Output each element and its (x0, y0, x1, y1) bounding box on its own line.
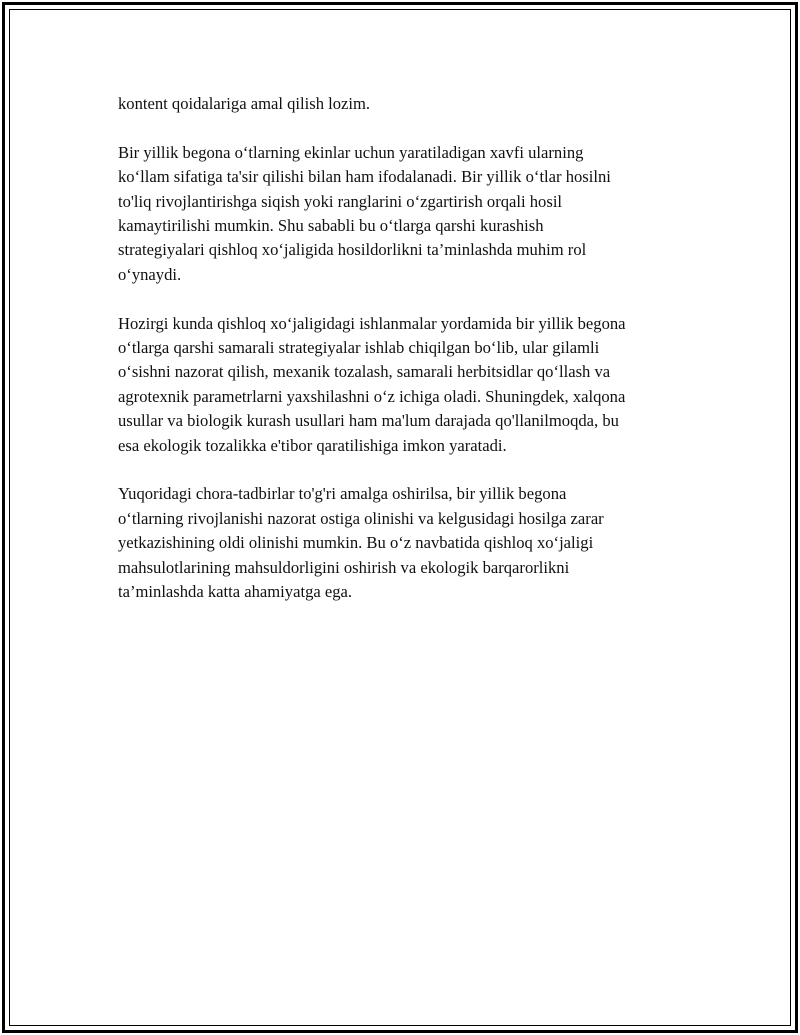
text-line: agrotexnik parametrlarni yaxshilashni o‘z ichiga oladi. Shuningdek, xalqona (118, 386, 626, 406)
text-line: o‘tlarga qarshi samarali strategiyalar ishlab chiqilgan bo‘lib, ular gilamli (118, 338, 600, 358)
text-line: Hozirgi kunda qishloq xo‘jaligidagi ishlanmalar yordamida bir yillik begona (118, 313, 626, 333)
text-line: Bir yillik begona o‘tlarning ekinlar uchun yaratiladigan xavfi ularning (118, 142, 584, 162)
text-line: kontent qoidalariga amal qilish lozim. (118, 94, 371, 113)
document-body (118, 92, 698, 629)
text-line: Yuqoridagi chora-tadbirlar to'g'ri amalga oshirilsa, bir yillik begona (118, 484, 567, 504)
paragraph-2 (118, 141, 698, 287)
text-line: o‘ynaydi. (118, 264, 182, 284)
text-line: ta’minlashda katta ahamiyatga ega. (118, 582, 353, 602)
text-line: mahsulotlarining mahsuldorligini oshirish va ekologik barqarorlikni (118, 557, 570, 577)
text-line: strategiyalari qishloq xo‘jaligida hosildorlikni ta’minlashda muhim rol (118, 240, 587, 260)
text-line: kamaytirilishi mumkin. Shu sababli bu o‘tlarga qarshi kurashish (118, 216, 544, 236)
text-line: o‘sishni nazorat qilish, mexanik tozalash, samarali herbitsidlar qo‘llash va (118, 362, 611, 382)
text-line: esa ekologik tozalikka e'tibor qaratilishiga imkon yaratadi. (118, 435, 507, 455)
paragraph-4 (118, 482, 698, 604)
paragraph-1 (118, 92, 698, 116)
text-line: o‘tlarning rivojlanishi nazorat ostiga olinishi va kelgusidagi hosilga zarar (118, 508, 604, 528)
text-line: ko‘llam sifatiga ta'sir qilishi bilan ham ifodalanadi. Bir yillik o‘tlar hosilni (118, 167, 611, 187)
text-line: to'liq rivojlantirishga siqish yoki ranglarini o‘zgartirish orqali hosil (118, 191, 563, 211)
text-line: yetkazishining oldi olinishi mumkin. Bu o‘z navbatida qishloq xo‘jaligi (118, 533, 594, 553)
paragraph-3 (118, 312, 698, 458)
text-line: usullar va biologik kurash usullari ham ma'lum darajada qo'llanilmoqda, bu (118, 411, 619, 431)
